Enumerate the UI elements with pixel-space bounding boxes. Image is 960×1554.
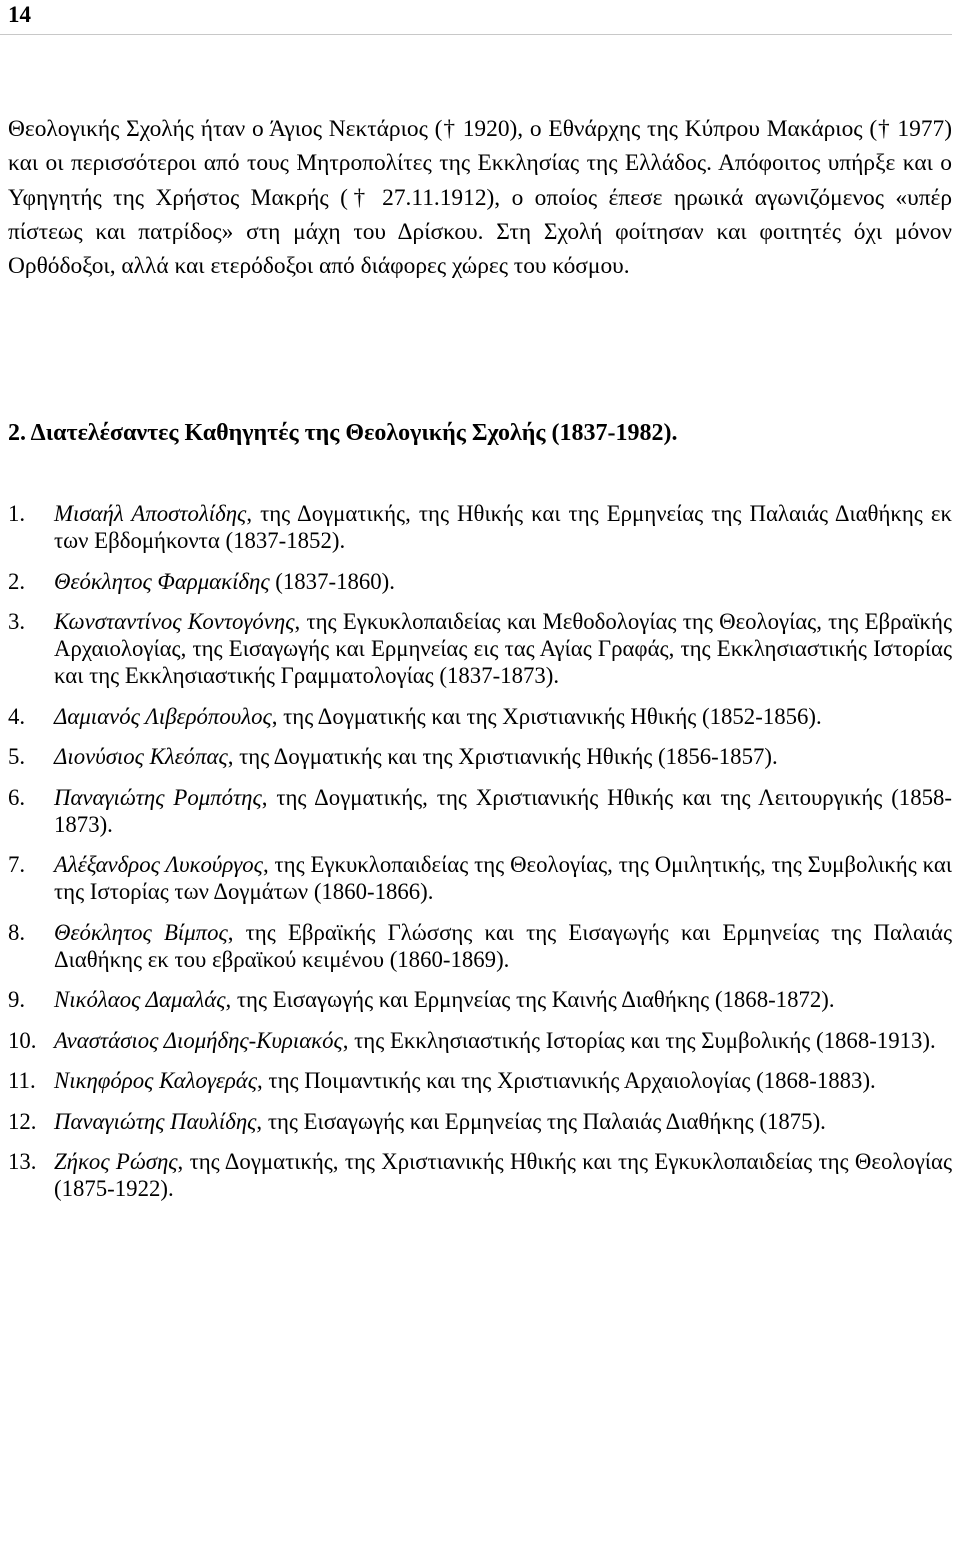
- professor-name: Κωνσταντίνος Κοντογόνης: [54, 609, 295, 634]
- professor-description: , της Δογματικής, της Χριστιανικής Ηθικής και της Λειτουργικής (1858-1873).: [54, 784, 952, 837]
- item-body: [54, 851, 952, 905]
- item-body: [54, 1108, 952, 1135]
- list-item: [8, 986, 952, 1013]
- item-body: [54, 703, 952, 730]
- professor-description: , της Δογματικής και της Χριστιανικής Ηθικής (1856-1857).: [227, 744, 778, 769]
- list-item: [8, 703, 952, 730]
- professor-description: , της Δογματικής, της Χριστιανικής Ηθικής και της Εγκυκλοπαιδείας της Θεολογίας (1875-1922).: [54, 1149, 952, 1201]
- professor-description: , της Εισαγωγής και Ερμηνείας της Παλαιάς Διαθήκης (1875).: [256, 1108, 826, 1134]
- item-number: 1.: [8, 501, 26, 526]
- professor-description: , της Εισαγωγής και Ερμηνείας της Καινής Διαθήκης (1868-1872).: [225, 987, 835, 1012]
- item-number: 12.: [8, 1108, 37, 1134]
- professor-name: Μισαήλ Αποστολίδης: [54, 501, 247, 526]
- item-body: [54, 743, 952, 770]
- item-number: 6.: [8, 784, 26, 810]
- list-item: [8, 1027, 952, 1054]
- list-item: [8, 919, 952, 973]
- item-body: [54, 1148, 952, 1202]
- item-number: 2.: [8, 568, 26, 594]
- list-item: [8, 568, 952, 595]
- professor-description: , της Εγκυκλοπαιδείας της Θεολογίας, της Ομιλητικής, της Συμβολικής και της Ιστορίας των Δογμάτων (1860-1866).: [54, 852, 952, 904]
- professor-name: Αναστάσιος Διομήδης-Κυριακός: [54, 1027, 343, 1053]
- list-item: [8, 608, 952, 689]
- header-rule: [0, 34, 952, 35]
- professors-list: [8, 500, 952, 1216]
- professor-description: , της Εγκυκλοπαιδείας και Μεθοδολογίας της Θεολογίας, της Εβραϊκής Αρχαιολογίας, της Εισαγωγής και Ερμηνείας εις τας Αγίας Γραφάς, της Εκκλησιαστικής Ιστορίας και της Εκκλησιαστικής Γραμματολογίας (1837-1873).: [54, 609, 952, 688]
- list-item: [8, 500, 952, 554]
- item-body: [54, 568, 952, 595]
- professor-name: Θεόκλητος Φαρμακίδης: [54, 568, 270, 594]
- item-number: 8.: [8, 919, 26, 945]
- professor-description: , της Ποιμαντικής και της Χριστιανικής Αρχαιολογίας (1868-1883).: [257, 1068, 876, 1093]
- item-number: 7.: [8, 852, 26, 877]
- page-number: 14: [8, 2, 31, 27]
- list-item: [8, 1067, 952, 1094]
- intro-paragraph: Θεολογικής Σχολής ήταν ο Άγιος Νεκτάριος († 1920), ο Εθνάρχης της Κύπρου Μακάριος († 1977) και οι περισσότεροι από τους Μητροπολίτες της Εκκλησίας της Ελλάδος. Απόφοιτος υπήρξε και ο Υφηγητής της Χρήστος Μακρής († 27.11.1912), ο οποίος έπεσε ηρωικά αγωνιζόμενος «υπέρ πίστεως και πατρίδος» στη μάχη του Δρίσκου. Στη Σχολή φοίτησαν και φοιτητές όχι μόνον Ορθόδοξοι, αλλά και ετερόδοξοι από διάφορες χώρες του κόσμου.: [8, 116, 952, 280]
- item-number: 13.: [8, 1149, 37, 1174]
- professor-description: , της Δογματικής και της Χριστιανικής Ηθικής (1852-1856).: [271, 703, 822, 729]
- item-number: 11.: [8, 1068, 36, 1093]
- item-body: [54, 919, 952, 973]
- list-item: [8, 1108, 952, 1135]
- professor-description: , της Εκκλησιαστικής Ιστορίας και της Συμβολικής (1868-1913).: [342, 1027, 936, 1053]
- professor-name: Παναγιώτης Ρομπότης: [54, 784, 262, 810]
- professor-name: Διονύσιος Κλεόπας: [54, 744, 228, 769]
- item-body: [54, 784, 952, 838]
- item-number: 10.: [8, 1027, 37, 1053]
- professor-name: Ζήκος Ρώσης: [54, 1149, 178, 1174]
- list-item: [8, 851, 952, 905]
- item-number: 5.: [8, 744, 26, 769]
- list-item: [8, 743, 952, 770]
- item-body: [54, 1067, 952, 1094]
- list-item: [8, 784, 952, 838]
- item-body: [54, 986, 952, 1013]
- list-item: [8, 1148, 952, 1202]
- item-body: [54, 500, 952, 554]
- professor-name: Νικόλαος Δαμαλάς: [54, 987, 226, 1012]
- professor-name: Δαμιανός Λιβερόπουλος: [54, 703, 272, 729]
- professor-description: , της Δογματικής, της Ηθικής και της Ερμηνείας της Παλαιάς Διαθήκης εκ των Εβδομήκοντα (1837-1852).: [54, 501, 952, 553]
- item-body: [54, 1027, 952, 1054]
- professor-description: , της Εβραϊκής Γλώσσης και της Εισαγωγής και Ερμηνείας της Παλαιάς Διαθήκης εκ του εβραϊκού κειμένου (1860-1869).: [54, 919, 952, 972]
- professor-name: Νικηφόρος Καλογεράς: [54, 1068, 258, 1093]
- professor-name: Θεόκλητος Βίμπος: [54, 919, 228, 945]
- professor-name: Αλέξανδρος Λυκούργος: [54, 852, 263, 877]
- professor-name: Παναγιώτης Παυλίδης: [54, 1108, 257, 1134]
- item-number: 4.: [8, 703, 26, 729]
- item-number: 9.: [8, 987, 26, 1012]
- item-body: [54, 608, 952, 689]
- professor-description: (1837-1860).: [269, 568, 395, 594]
- item-number: 3.: [8, 609, 26, 634]
- section-heading: 2. Διατελέσαντες Καθηγητές της Θεολογικής Σχολής (1837-1982).: [8, 420, 678, 446]
